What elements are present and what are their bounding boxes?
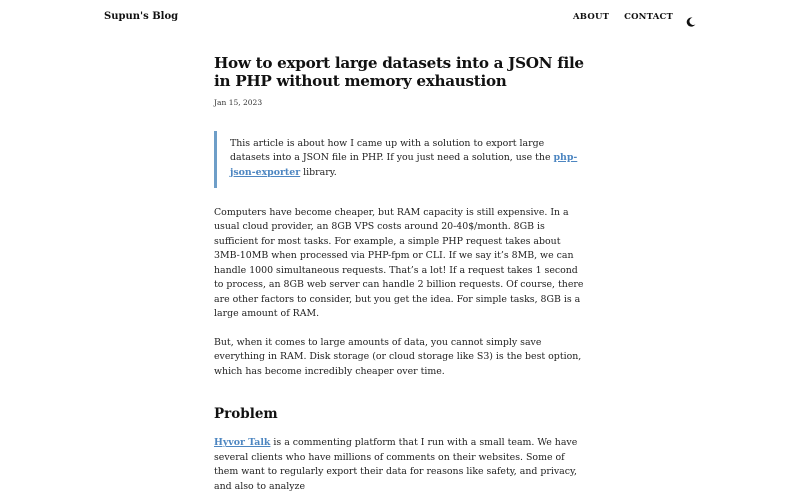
note-text-after: library. (300, 166, 337, 178)
problem-text: is a commenting platform that I run with a small team. We have several clients who have millions of comments on their websites. Some of them want to regularly export their data for reasons like safety, and privacy, and also to analyze (214, 437, 578, 492)
nav-contact-link[interactable]: CONTACT (624, 12, 673, 22)
paragraph-ram-cost: Computers have become cheaper, but RAM capacity is still expensive. In a usual cloud provider, an 8GB VPS costs around 20-40$/month. 8GB is sufficient for most tasks. For example, a simple PHP request takes about 3MB-10MB when processed via PHP-fpm or CLI. If we say it’s 8MB, we can handle 1000 simultaneous requests. That’s a lot! If a request takes 1 second to process, an 8GB web server can handle 2 billion requests. Of course, there are other factors to consider, but you get the idea. For simple tasks, 8GB is a large amount of RAM. (214, 206, 584, 320)
note-text-before: This article is about how I came up with a solution to export large datasets into a JSON file in PHP. If you just need a solution, use the (230, 138, 554, 164)
section-heading-problem: Problem (214, 406, 278, 423)
nav-about-link[interactable]: ABOUT (573, 12, 610, 22)
paragraph-disk-storage: But, when it comes to large amounts of data, you cannot simply save everything in RAM. Disk storage (or cloud storage like S3) is the best option, which has become incredibly cheaper over time. (214, 336, 582, 377)
site-title-link[interactable]: Supun's Blog (104, 11, 179, 22)
moon-icon[interactable] (686, 12, 696, 22)
article (214, 54, 586, 494)
main-nav (558, 12, 696, 22)
site-header (0, 0, 800, 36)
hyvor-talk-link[interactable]: Hyvor Talk (214, 437, 271, 449)
post-date: Jan 15, 2023 (214, 98, 263, 107)
intro-note-blockquote (214, 131, 586, 188)
article-body (214, 206, 586, 494)
post-title: How to export large datasets into a JSON file in PHP without memory exhaustion (214, 54, 584, 90)
paragraph-problem (214, 436, 586, 494)
php-json-exporter-link[interactable]: php-json-exporter (230, 152, 578, 178)
